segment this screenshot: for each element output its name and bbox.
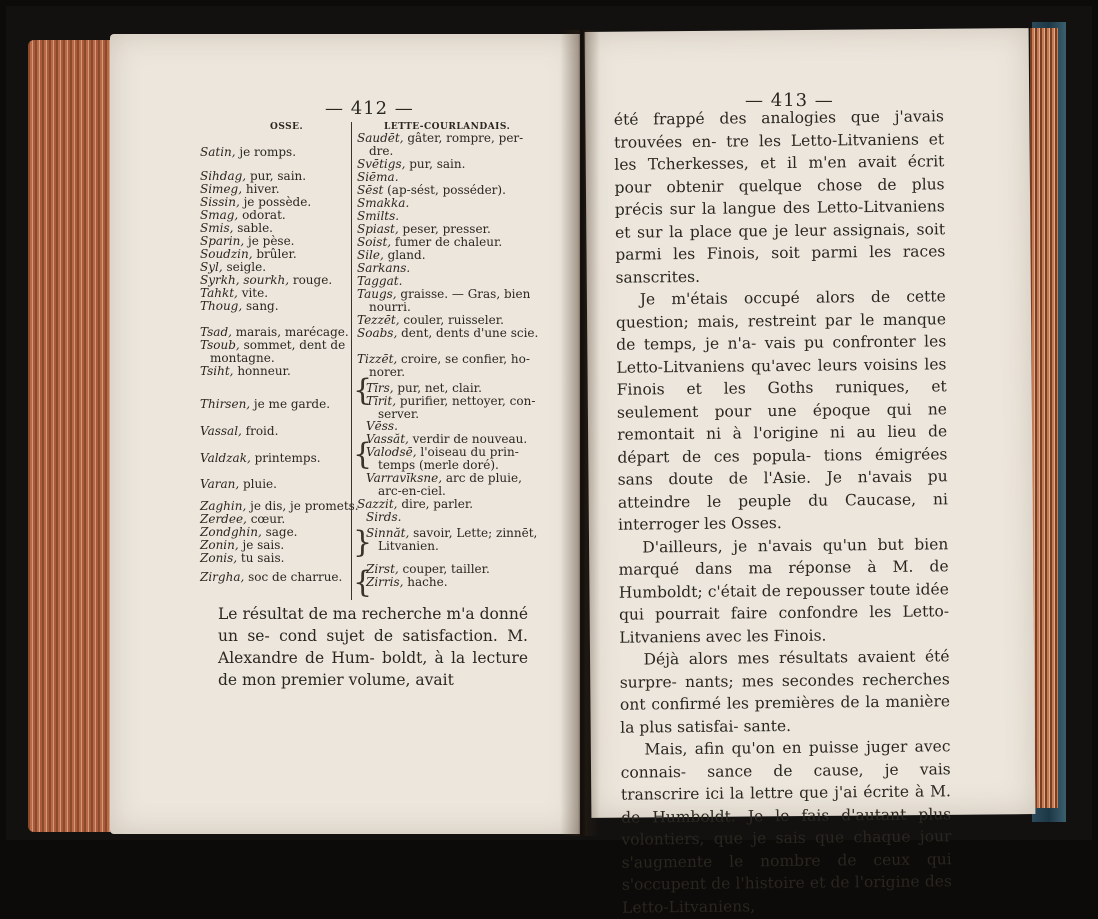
definition: je sais. xyxy=(238,538,285,552)
paragraph: Mais, afin qu'on en puisse juger avec connais- sance de cause, je vais transcrire ici la lettre que j'ai écrite à M. de Humboldt. Je le fais d'autant plus volontiers, que je sais que chaque jour s'augmente le nombre de ceux qui s'occupent de l'histoire et de l'origine des Letto-Litvaniens, xyxy=(620,737,952,917)
definition: pur, sain. xyxy=(405,157,466,171)
definition: montagne. xyxy=(210,351,275,365)
headword: Tezzēt, xyxy=(357,313,400,327)
definition: fumer de chaleur. xyxy=(391,235,503,249)
osse-entry xyxy=(200,300,279,313)
definition: nourri. xyxy=(369,300,411,314)
osse-entry xyxy=(200,452,321,465)
paragraph: Déjà alors mes résultats avaient été surpre- nants; mes secondes recherches ont confirmé les premières de la manière la plus satisfai- sante. xyxy=(619,647,951,737)
definition: brûler. xyxy=(252,247,297,261)
osse-entry xyxy=(200,398,330,411)
lette-entry xyxy=(366,576,448,589)
headword: Soist, xyxy=(357,235,392,249)
headword: Syrkh, sourkh, xyxy=(200,273,290,287)
definition: verdir de nouveau. xyxy=(408,432,528,446)
brace: { xyxy=(353,373,373,408)
osse-entry xyxy=(200,146,296,159)
definition: printemps. xyxy=(250,451,321,465)
definition: je possède. xyxy=(239,195,312,209)
definition: rouge. xyxy=(289,273,333,287)
headword: Sēst xyxy=(357,183,384,197)
definition: tu sais. xyxy=(237,551,285,565)
headword: Sarkans. xyxy=(357,261,411,275)
osse-entry xyxy=(200,365,291,378)
definition: seigle. xyxy=(222,260,267,274)
headword: Syl, xyxy=(200,260,223,274)
lette-entry xyxy=(366,511,401,524)
headword: Zirris, xyxy=(366,575,404,589)
page-edges-left xyxy=(28,40,118,832)
definition: cœur. xyxy=(246,512,286,526)
definition: croire, se confier, ho- xyxy=(397,352,530,366)
page-number-left: — 412 — xyxy=(325,98,414,119)
headword: Thoug, xyxy=(200,299,243,313)
headword: Sihdag, xyxy=(200,169,247,183)
definition: je pèse. xyxy=(244,234,295,248)
book-gutter xyxy=(560,30,600,836)
headword: Zonis, xyxy=(200,551,238,565)
headword: Sinnăt, xyxy=(366,526,410,540)
definition: hache. xyxy=(403,575,448,589)
headword: Spiast, xyxy=(357,222,399,236)
definition: gland. xyxy=(383,248,426,262)
left-paragraph: Le résultat de ma recherche m'a donné un se- cond sujet de satisfaction. M. Alexandre de Hum- boldt, à la lecture de mon premier volume, avait xyxy=(218,605,528,689)
headword: Simeg, xyxy=(200,182,243,196)
right-text-block xyxy=(614,105,952,918)
definition: honneur. xyxy=(233,364,291,378)
column-divider xyxy=(351,122,352,600)
paragraph: Je m'étais occupé alors de cette question; mais, restreint par le manque de temps, je n'a- vais pu confronter les Letto-Litvaniens qu'avec leurs voisins les Finois et les Goths runiques, et seulement pour une époque qui ne remontait ni à l'origine ni au lieu de départ de ces popula- tions émigrées sans doute de l'Asie. Je n'avais pu atteindre le peuple du Caucase, ni interroger les Osses. xyxy=(615,287,948,534)
headword: Siēma. xyxy=(357,170,399,184)
headword: Soabs, xyxy=(357,326,398,340)
headword: Smilts. xyxy=(357,209,400,223)
osse-entry xyxy=(200,478,277,491)
definition: pluie. xyxy=(239,477,277,491)
definition: vite. xyxy=(237,286,269,300)
headword: Tīrit, xyxy=(366,394,397,408)
definition: gâter, rompre, per- xyxy=(403,131,524,145)
definition: odorat. xyxy=(238,208,286,222)
definition: (ap-sést, posséder). xyxy=(383,183,506,197)
definition: dre. xyxy=(369,144,394,158)
headword: Varravīksne, xyxy=(366,471,443,485)
definition: couper, tailler. xyxy=(398,562,490,576)
brace: } xyxy=(353,525,373,560)
headword: Zondghin, xyxy=(200,525,262,539)
headword: Svētigs, xyxy=(357,157,406,171)
definition: temps (merle doré). xyxy=(378,458,499,472)
headword: Sile, xyxy=(357,248,384,262)
headword: Sirds. xyxy=(366,510,402,524)
lette-entry xyxy=(357,327,538,340)
definition: norer. xyxy=(369,365,406,379)
headword: Satin, xyxy=(200,145,236,159)
headword: Tsad, xyxy=(200,325,232,339)
definition: peser, presser. xyxy=(398,222,491,236)
headword: Taggat. xyxy=(357,274,403,288)
brace: { xyxy=(353,437,373,472)
headword: Tīrs, xyxy=(366,381,394,395)
headword: Vassal, xyxy=(200,424,242,438)
headword: Soudzin, xyxy=(200,247,253,261)
definition: graisse. — Gras, bien xyxy=(396,287,531,301)
headword: Tizzēt, xyxy=(357,352,398,366)
definition: arc de pluie, xyxy=(442,471,522,485)
definition: Litvanien. xyxy=(378,539,439,553)
headword: Tahkt, xyxy=(200,286,238,300)
headword: Sissin, xyxy=(200,195,240,209)
definition: l'oiseau du prin- xyxy=(416,445,519,459)
definition: pur, net, clair. xyxy=(393,381,482,395)
page-number-right: — 413 — xyxy=(745,90,834,111)
headword: Zerdee, xyxy=(200,512,247,526)
headword: Varan, xyxy=(200,477,240,491)
headword: Zirst, xyxy=(366,562,399,576)
headword: Tsiht, xyxy=(200,364,234,378)
lette-entry xyxy=(369,366,405,379)
headword: Sparin, xyxy=(200,234,245,248)
headword: Zirgha, xyxy=(200,570,245,584)
definition: soc de charrue. xyxy=(244,570,343,584)
definition: dent, dents d'une scie. xyxy=(397,326,539,340)
osse-entry xyxy=(200,425,278,438)
headword: Zaghin, xyxy=(200,499,247,513)
definition: purifier, nettoyer, con- xyxy=(396,394,536,408)
definition: sang. xyxy=(242,299,279,313)
definition: savoir, Lette; zinnēt, xyxy=(409,526,538,540)
definition: sommet, dent de xyxy=(239,338,346,352)
headword: Taugs, xyxy=(357,287,397,301)
definition: sage. xyxy=(261,525,298,539)
headword: Zonin, xyxy=(200,538,239,552)
headword: Valodsē, xyxy=(366,445,417,459)
headword: Vassăt, xyxy=(366,432,409,446)
column-header-osse: OSSE. xyxy=(270,122,304,132)
definition: pur, sain. xyxy=(246,169,307,183)
brace: { xyxy=(353,565,373,600)
definition: server. xyxy=(378,407,420,421)
headword: Sazzit, xyxy=(357,497,398,511)
definition: dire, parler. xyxy=(397,497,474,511)
headword: Thirsen, xyxy=(200,397,251,411)
paragraph: été frappé des analogies que j'avais trouvées en- tre les Letto-Litvaniens et les Tcherkesses, et il m'en avait écrit pour obtenir quelque chose de plus précis sur la langue des Letto-Litvaniens et sur la place que je leur assignais, soit parmi les Finois, soit parmi les races sanscrites. xyxy=(613,107,946,287)
definition: sable. xyxy=(233,221,273,235)
headword: Valdzak, xyxy=(200,451,251,465)
lette-entry xyxy=(378,540,439,553)
definition: je dis, je promets. xyxy=(246,499,359,513)
definition: hiver. xyxy=(242,182,280,196)
headword: Smis, xyxy=(200,221,234,235)
headword: Tsoub, xyxy=(200,338,240,352)
definition: je romps. xyxy=(235,145,297,159)
column-header-lette: LETTE-COURLANDAIS. xyxy=(384,122,511,132)
paragraph: D'ailleurs, je n'avais qu'un but bien marqué dans ma réponse à M. de Humboldt; c'était de repousser toute idée qui pourrait faire confondre les Letto-Litvaniens avec les Finois. xyxy=(618,534,950,647)
headword: Vēss. xyxy=(366,419,398,433)
definition: arc-en-ciel. xyxy=(378,484,446,498)
osse-entry xyxy=(200,571,342,584)
headword: Smag, xyxy=(200,208,239,222)
definition: froid. xyxy=(241,424,279,438)
definition: couler, ruisseler. xyxy=(399,313,504,327)
osse-entry xyxy=(200,552,284,565)
headword: Saudēt, xyxy=(357,131,404,145)
definition: marais, marécage. xyxy=(231,325,349,339)
definition: je me garde. xyxy=(250,397,331,411)
headword: Smakka. xyxy=(357,196,410,210)
